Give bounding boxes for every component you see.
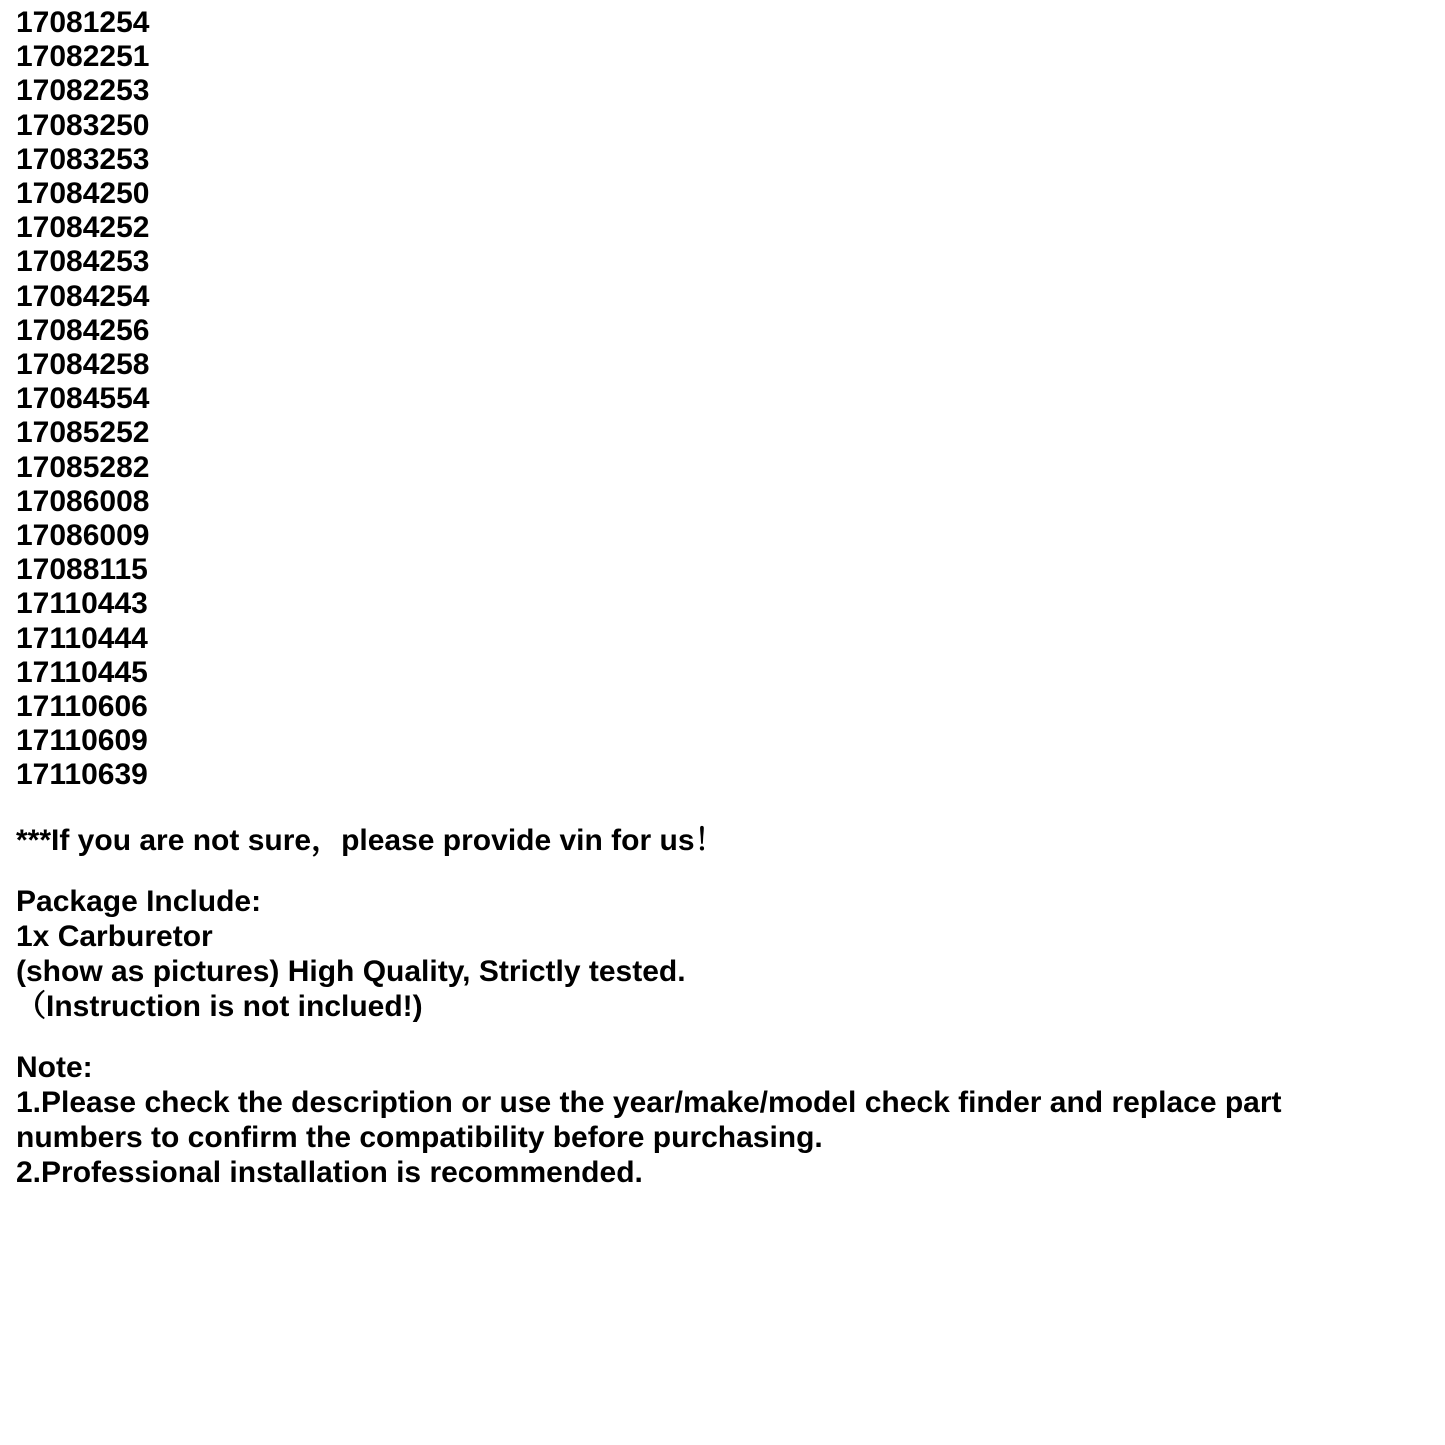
list-item: 17110443	[16, 587, 148, 621]
list-item: 17084253	[16, 245, 150, 279]
package-heading: Package Include:	[16, 884, 262, 918]
spacer	[16, 858, 1429, 884]
list-item: 17084252	[16, 211, 150, 245]
list-item: 17110609	[16, 724, 148, 758]
note-item: 2.Professional installation is recommended.	[16, 1155, 643, 1189]
note-heading: Note:	[16, 1050, 93, 1084]
package-item: （Instruction is not inclued!)	[16, 989, 423, 1023]
note-item: 1.Please check the description or use the year/make/model check finder and replace part numbers to confirm the compatibility before purchasing.	[16, 1085, 1282, 1154]
list-item: 17085282	[16, 450, 150, 484]
list-item: 17081254	[16, 6, 150, 39]
spacer	[16, 793, 1429, 823]
list-item: 17084256	[16, 313, 150, 347]
vin-notice: ***If you are not sure，please provide vin for us！	[16, 823, 725, 857]
list-item: 17083250	[16, 108, 150, 142]
note-section	[16, 1050, 1429, 1190]
list-item: 17088115	[16, 553, 148, 587]
list-item: 17084254	[16, 279, 150, 313]
package-section	[16, 884, 1429, 1024]
list-item: 17086009	[16, 519, 150, 553]
package-item: 1x Carburetor	[16, 919, 213, 953]
list-item: 17082251	[16, 40, 150, 74]
list-item: 17110606	[16, 690, 148, 724]
list-item: 17110444	[16, 621, 148, 655]
list-item: 17110445	[16, 655, 148, 689]
list-item: 17083253	[16, 142, 150, 176]
list-item: 17084250	[16, 177, 150, 211]
package-item: (show as pictures) High Quality, Strictly tested.	[16, 954, 686, 988]
spacer	[16, 1024, 1429, 1050]
list-item: 17086008	[16, 484, 150, 518]
list-item: 17082253	[16, 74, 150, 108]
list-item: 17084554	[16, 382, 150, 416]
list-item: 17085252	[16, 416, 150, 450]
list-item: 17084258	[16, 348, 150, 382]
part-number-list	[16, 6, 1429, 793]
list-item: 17110639	[16, 758, 148, 792]
